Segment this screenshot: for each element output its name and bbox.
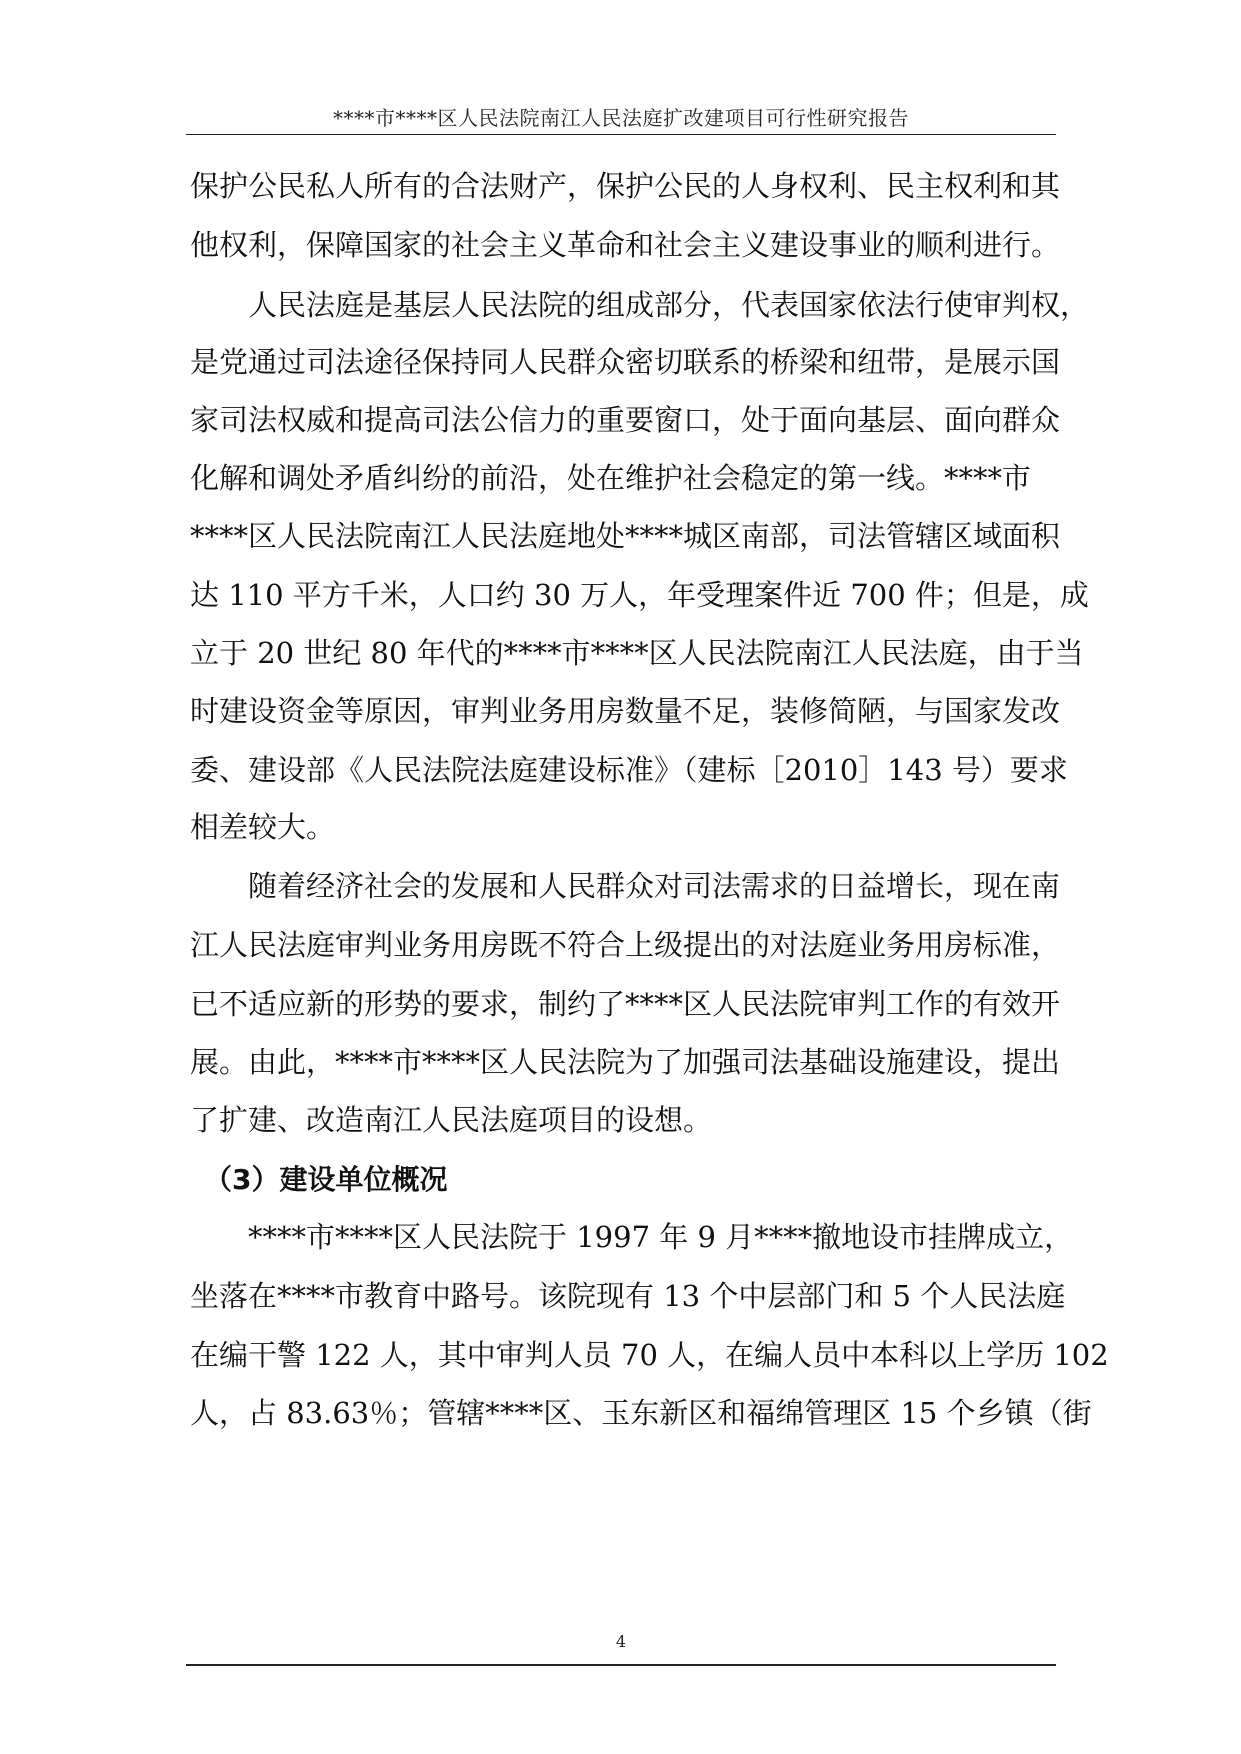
body-line: 达 110 平方千米，人口约 30 万人，年受理案件近 700 件；但是，成 — [190, 578, 1089, 612]
body-line: 江人民法庭审判业务用房既不符合上级提出的对法庭业务用房标准， — [190, 928, 1061, 962]
section-heading: （3）建设单位概况 — [190, 1163, 448, 1196]
page-number: 4 — [615, 1632, 627, 1651]
body-line: 立于 20 世纪 80 年代的****市****区人民法院南江人民法庭，由于当 — [190, 636, 1084, 670]
body-line: 随着经济社会的发展和人民群众对司法需求的日益增长，现在南 — [190, 869, 1061, 903]
body-line: 人民法庭是基层人民法院的组成部分，代表国家依法行使审判权， — [190, 288, 1090, 322]
body-line: 人，占 83.63％；管辖****区、玉东新区和福绵管理区 15 个乡镇（街 — [190, 1396, 1092, 1430]
body-line: 了扩建、改造南江人民法庭项目的设想。 — [190, 1103, 713, 1137]
body-line: ****市****区人民法院于 1997 年 9 月****撤地设市挂牌成立， — [190, 1220, 1074, 1254]
body-line: 化解和调处矛盾纠纷的前沿，处在维护社会稳定的第一线。****市 — [190, 461, 1032, 495]
body-line: 委、建设部《人民法院法庭建设标准》（建标［2010］143 号）要求 — [190, 753, 1068, 787]
body-line: 在编干警 122 人，其中审判人员 70 人，在编人员中本科以上学历 102 — [190, 1338, 1109, 1372]
body-line: 展。由此，****市****区人民法院为了加强司法基础设施建设，提出 — [190, 1045, 1061, 1079]
body-line: 时建设资金等原因，审判业务用房数量不足，装修简陋，与国家发改 — [190, 694, 1061, 728]
body-line: 是党通过司法途径保持同人民群众密切联系的桥梁和纽带，是展示国 — [190, 345, 1061, 379]
header-title: ****市****区人民法院南江人民法庭扩改建项目可行性研究报告 — [333, 106, 909, 130]
body-line: ****区人民法院南江人民法庭地处****城区南部，司法管辖区域面积 — [190, 519, 1061, 553]
body-line: 他权利，保障国家的社会主义革命和社会主义建设事业的顺利进行。 — [190, 228, 1061, 262]
footer-divider — [186, 1664, 1056, 1666]
body-line: 坐落在****市教育中路号。该院现有 13 个中层部门和 5 个人民法庭 — [190, 1279, 1066, 1313]
body-line: 相差较大。 — [190, 810, 336, 844]
header-divider — [186, 134, 1056, 135]
body-line: 家司法权威和提高司法公信力的重要窗口，处于面向基层、面向群众 — [190, 403, 1061, 437]
body-line: 保护公民私人所有的合法财产，保护公民的人身权利、民主权利和其 — [190, 169, 1061, 203]
body-line: 已不适应新的形势的要求，制约了****区人民法院审判工作的有效开 — [190, 987, 1061, 1021]
